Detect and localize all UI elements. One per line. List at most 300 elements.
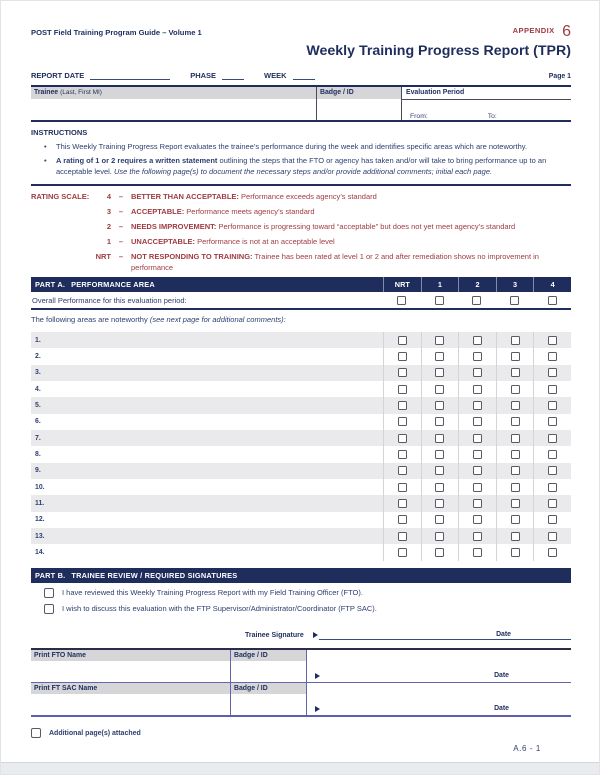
rating-cell — [421, 348, 459, 364]
rating-cell — [458, 332, 496, 348]
rating-strip — [383, 446, 571, 462]
rating-name: NOT RESPONDING TO TRAINING: — [131, 252, 253, 261]
trainee-signature-line[interactable] — [319, 627, 571, 640]
rating-checkbox[interactable] — [548, 417, 557, 426]
rating-checkbox[interactable] — [548, 466, 557, 475]
rating-strip — [383, 430, 571, 446]
instruction-bullet — [31, 155, 571, 178]
rating-checkbox[interactable] — [511, 515, 520, 524]
rating-checkbox[interactable] — [473, 450, 482, 459]
badge-id-cell[interactable] — [230, 650, 306, 682]
rating-checkbox[interactable] — [511, 466, 520, 475]
rating-scale-item — [31, 192, 571, 203]
rating-checkbox[interactable] — [548, 515, 557, 524]
rating-cell — [496, 430, 534, 446]
performance-row — [31, 397, 571, 413]
appendix-label: APPENDIX — [512, 26, 555, 35]
rating-strip — [383, 479, 571, 495]
trainee-signature-label: Trainee Signature — [245, 632, 304, 639]
rating-checkbox[interactable] — [511, 417, 520, 426]
rating-strip — [383, 463, 571, 479]
rating-cell — [383, 495, 421, 511]
overall-performance-label: Overall Performance for this evaluation period: — [32, 295, 187, 305]
rating-strip — [383, 348, 571, 364]
rating-checkbox[interactable] — [548, 352, 557, 361]
rating-cell — [496, 332, 534, 348]
rating-checkbox[interactable] — [398, 352, 407, 361]
statement-label: I have reviewed this Weekly Training Progress Report with my Field Training Officer (FTO). — [62, 588, 363, 597]
rating-strip — [383, 414, 571, 430]
performance-row — [31, 381, 571, 397]
rating-description: Performance meets agency’s standard — [186, 207, 315, 216]
rating-checkbox[interactable] — [473, 483, 482, 492]
rating-strip — [383, 544, 571, 560]
row-number: 8. — [35, 451, 41, 459]
rating-cell — [533, 446, 571, 462]
row-number: 12. — [35, 516, 45, 524]
rating-column-header: NRT — [383, 277, 421, 292]
rating-checkbox[interactable] — [511, 401, 520, 410]
rating-checkbox[interactable] — [435, 515, 444, 524]
rating-cell — [421, 381, 459, 397]
rating-name: BETTER THAN ACCEPTABLE: — [131, 192, 239, 201]
rating-dash: – — [118, 192, 124, 201]
rating-name: ACCEPTABLE: — [131, 207, 185, 216]
rating-cell — [458, 365, 496, 381]
rating-value: NRT — [95, 252, 111, 261]
rating-cell — [496, 446, 534, 462]
noteworthy-caption: The following areas are noteworthy (see next page for additional comments): — [31, 315, 286, 324]
rating-checkbox[interactable] — [548, 532, 557, 541]
rating-name: UNACCEPTABLE: — [131, 237, 196, 246]
row-number: 3. — [35, 369, 41, 377]
performance-row — [31, 365, 571, 381]
part-b-header-bar — [31, 568, 571, 583]
rating-strip — [383, 528, 571, 544]
rating-checkbox[interactable] — [511, 385, 520, 394]
row-number: 1. — [35, 336, 41, 344]
rating-checkbox[interactable] — [435, 336, 444, 345]
signature-table — [31, 648, 571, 717]
rating-cell — [421, 512, 459, 528]
rating-strip — [383, 397, 571, 413]
row-number: 11. — [35, 500, 45, 508]
rating-description: Trainee has been rated at level 1 or 2 and after remediation shows no improvement in performance — [131, 252, 539, 272]
rating-checkbox[interactable] — [511, 434, 520, 443]
statement-checkbox[interactable] — [44, 588, 54, 598]
rating-cell — [533, 332, 571, 348]
rating-cell — [383, 528, 421, 544]
rating-checkbox[interactable] — [473, 401, 482, 410]
row-number: 13. — [35, 532, 45, 540]
rating-checkbox[interactable] — [472, 296, 481, 305]
rating-cell — [421, 414, 459, 430]
row-number: 5. — [35, 402, 41, 410]
rating-dash: – — [118, 252, 124, 261]
rating-checkbox[interactable] — [511, 336, 520, 345]
rating-value: 1 — [106, 237, 111, 246]
document-title: Weekly Training Progress Report (TPR) — [306, 43, 571, 59]
rating-cell — [458, 495, 496, 511]
trainee-signature-row — [31, 628, 571, 640]
rating-cell — [383, 512, 421, 528]
rating-checkbox[interactable] — [435, 296, 444, 305]
rating-scale-section — [31, 192, 571, 278]
rating-checkbox[interactable] — [435, 450, 444, 459]
rating-checkbox[interactable] — [398, 385, 407, 394]
rating-cell — [496, 463, 534, 479]
part-b-title: PART B. TRAINEE REVIEW / REQUIRED SIGNATURES — [35, 571, 238, 580]
rating-checkbox[interactable] — [473, 352, 482, 361]
rating-checkbox[interactable] — [435, 368, 444, 377]
rating-value: 2 — [106, 222, 111, 231]
instructions-heading: INSTRUCTIONS — [31, 128, 88, 137]
rating-cell — [458, 463, 496, 479]
rating-cell — [458, 512, 496, 528]
performance-row — [31, 528, 571, 544]
rating-checkbox[interactable] — [435, 434, 444, 443]
sac-row — [31, 683, 571, 715]
rating-strip — [383, 495, 571, 511]
rating-checkbox[interactable] — [548, 401, 557, 410]
rating-checkbox[interactable] — [398, 466, 407, 475]
phase-blank[interactable] — [222, 71, 244, 80]
rating-cell — [458, 544, 496, 560]
row-number: 10. — [35, 483, 45, 491]
rating-checkbox[interactable] — [398, 336, 407, 345]
rating-cell — [383, 397, 421, 413]
rating-strip — [383, 512, 571, 528]
rating-cell — [533, 463, 571, 479]
performance-row — [31, 463, 571, 479]
performance-row — [31, 495, 571, 511]
rating-cell — [383, 463, 421, 479]
evaluation-period-label: Evaluation Period — [402, 87, 571, 100]
rating-cell — [496, 414, 534, 430]
rating-cell — [458, 430, 496, 446]
rating-checkbox[interactable] — [398, 417, 407, 426]
rating-checkbox[interactable] — [473, 532, 482, 541]
rating-cell — [533, 365, 571, 381]
rating-cell — [383, 365, 421, 381]
to-label: To: — [487, 113, 497, 120]
part-a-rating-columns — [383, 277, 571, 292]
rating-dash: – — [118, 222, 124, 231]
fto-signature-area[interactable] — [306, 650, 571, 682]
rating-checkbox[interactable] — [473, 499, 482, 508]
rating-cell — [496, 495, 534, 511]
badge-id-label: Badge / ID — [231, 683, 306, 694]
rating-checkbox[interactable] — [473, 548, 482, 557]
rating-cell — [496, 528, 534, 544]
rating-checkbox[interactable] — [548, 336, 557, 345]
signature-arrow-icon — [315, 673, 320, 679]
rating-checkbox[interactable] — [511, 368, 520, 377]
rating-scale-item — [31, 222, 571, 233]
rating-cell — [496, 348, 534, 364]
rating-cell — [421, 528, 459, 544]
rating-description: Performance is progressing toward “acceptable” but does not yet meet agency’s standard — [218, 222, 516, 231]
performance-rows — [31, 332, 571, 561]
rating-checkbox[interactable] — [511, 499, 520, 508]
rating-checkbox[interactable] — [398, 515, 407, 524]
rating-strip — [383, 381, 571, 397]
signature-arrow-icon — [315, 706, 320, 712]
rating-checkbox[interactable] — [398, 483, 407, 492]
rating-cell — [496, 479, 534, 495]
rating-cell — [421, 292, 459, 308]
rating-description: Performance exceeds agency’s standard — [241, 192, 377, 201]
performance-row — [31, 332, 571, 348]
date-label: Date — [496, 631, 511, 638]
performance-row — [31, 512, 571, 528]
rating-checkbox[interactable] — [511, 548, 520, 557]
rating-cell — [458, 414, 496, 430]
performance-row — [31, 414, 571, 430]
signature-arrow-icon — [313, 632, 318, 638]
page-footer-number: A.6 - 1 — [513, 744, 541, 753]
rating-cell — [496, 544, 534, 560]
appendix-number: 6 — [562, 23, 571, 40]
report-date-row — [31, 71, 571, 80]
rating-cell — [383, 332, 421, 348]
rating-cell — [421, 463, 459, 479]
rating-strip — [383, 332, 571, 348]
row-number: 6. — [35, 418, 41, 426]
rating-cell — [383, 348, 421, 364]
rating-checkbox[interactable] — [473, 515, 482, 524]
rating-cell — [458, 479, 496, 495]
badge-id-label: Badge / ID — [231, 650, 306, 661]
report-date-blank[interactable] — [90, 71, 170, 80]
rating-cell — [383, 430, 421, 446]
rating-checkbox[interactable] — [435, 385, 444, 394]
badge-id-label: Badge / ID — [317, 87, 401, 99]
rating-cell — [533, 430, 571, 446]
rating-cell — [533, 348, 571, 364]
instruction-text: A rating of 1 or 2 requires a written statement outlining the steps that the FTO or agency has taken and/or will take to bring performance up to an acceptable level. Use the following page(s) to document the necessary steps and/or provide additional comments; initial each page. — [56, 155, 547, 176]
row-number: 7. — [35, 434, 41, 442]
date-label: Date — [494, 672, 509, 679]
report-date-label: REPORT DATE — [31, 71, 85, 80]
rating-name: NEEDS IMPROVEMENT: — [131, 222, 217, 231]
fto-row — [31, 650, 571, 683]
rating-cell — [533, 397, 571, 413]
rating-checkbox[interactable] — [398, 401, 407, 410]
rating-cell — [533, 495, 571, 511]
rating-cell — [458, 528, 496, 544]
from-label: From: — [410, 113, 428, 120]
rating-checkbox[interactable] — [473, 385, 482, 394]
rating-checkbox[interactable] — [473, 368, 482, 377]
rating-checkbox[interactable] — [398, 532, 407, 541]
performance-row — [31, 544, 571, 560]
rating-cell — [383, 479, 421, 495]
rating-column-header: 3 — [496, 277, 534, 292]
row-number: 2. — [35, 353, 41, 361]
rating-checkbox[interactable] — [397, 296, 406, 305]
rating-scale-item — [31, 252, 571, 273]
performance-row — [31, 446, 571, 462]
rating-checkbox[interactable] — [548, 499, 557, 508]
rating-cell — [458, 348, 496, 364]
rating-checkbox[interactable] — [435, 483, 444, 492]
rating-cell — [533, 292, 571, 308]
rating-cell — [421, 495, 459, 511]
performance-row — [31, 479, 571, 495]
review-statements — [31, 587, 571, 619]
rating-checkbox[interactable] — [511, 450, 520, 459]
print-fto-name-label: Print FTO Name — [31, 650, 230, 661]
rating-checkbox[interactable] — [435, 499, 444, 508]
statement-checkbox[interactable] — [44, 604, 54, 614]
badge-id-cell[interactable] — [230, 683, 306, 715]
row-number: 9. — [35, 467, 41, 475]
instruction-text: This Weekly Training Progress Report evaluates the trainee’s performance during the week and identifies specific areas which are noteworthy. — [56, 142, 528, 151]
rating-cell — [533, 414, 571, 430]
rating-cell — [383, 414, 421, 430]
appendix-header — [31, 23, 571, 41]
rating-cell — [421, 479, 459, 495]
rating-checkbox[interactable] — [398, 548, 407, 557]
rating-cell — [496, 381, 534, 397]
rating-checkbox[interactable] — [511, 532, 520, 541]
rating-checkbox[interactable] — [548, 385, 557, 394]
print-fto-name-cell[interactable] — [31, 650, 230, 682]
rating-checkbox[interactable] — [435, 466, 444, 475]
review-statement-row — [31, 603, 571, 614]
rating-strip — [383, 365, 571, 381]
trainee-name-sublabel: (Last, First MI) — [60, 89, 102, 96]
rating-checkbox[interactable] — [435, 401, 444, 410]
rating-strip — [383, 292, 571, 308]
rating-column-header: 4 — [533, 277, 571, 292]
bullet-icon: • — [44, 142, 47, 151]
part-a-header-bar — [31, 277, 571, 292]
trainee-info-table — [31, 85, 571, 122]
rating-cell — [421, 397, 459, 413]
rating-checkbox[interactable] — [398, 499, 407, 508]
rating-cell — [496, 365, 534, 381]
rating-cell — [496, 397, 534, 413]
rating-scale-item — [31, 237, 571, 248]
rating-cell — [496, 512, 534, 528]
rating-checkbox[interactable] — [548, 368, 557, 377]
rating-checkbox[interactable] — [548, 434, 557, 443]
review-statement-row — [31, 587, 571, 598]
rating-cell — [383, 381, 421, 397]
rating-checkbox[interactable] — [435, 532, 444, 541]
rating-checkbox[interactable] — [511, 352, 520, 361]
rating-cell — [421, 430, 459, 446]
rating-checkbox[interactable] — [473, 336, 482, 345]
week-blank[interactable] — [293, 71, 315, 80]
rating-checkbox[interactable] — [548, 450, 557, 459]
rating-cell — [421, 365, 459, 381]
guide-title: POST Field Training Program Guide – Volume 1 — [31, 28, 202, 37]
instruction-bullet — [31, 141, 571, 153]
rating-value: 4 — [106, 192, 111, 201]
performance-row — [31, 430, 571, 446]
rating-cell — [496, 292, 534, 308]
rating-cell — [458, 397, 496, 413]
row-number: 4. — [35, 385, 41, 393]
rating-cell — [533, 512, 571, 528]
part-a-title: PART A. PERFORMANCE AREA — [35, 280, 155, 289]
rating-checkbox[interactable] — [398, 368, 407, 377]
rating-cell — [533, 544, 571, 560]
rating-column-header: 2 — [458, 277, 496, 292]
rating-cell — [421, 446, 459, 462]
rating-cell — [383, 544, 421, 560]
rating-checkbox[interactable] — [473, 417, 482, 426]
scan-edge — [1, 762, 599, 774]
rating-scale-label: RATING SCALE: — [31, 192, 90, 201]
print-sac-name-label: Print FT SAC Name — [31, 683, 230, 694]
rating-cell — [533, 528, 571, 544]
rating-checkbox[interactable] — [473, 434, 482, 443]
rating-checkbox[interactable] — [548, 548, 557, 557]
trainee-name-cell[interactable] — [31, 87, 316, 120]
rating-dash: – — [118, 237, 124, 246]
rating-cell — [458, 381, 496, 397]
date-label: Date — [494, 705, 509, 712]
badge-id-cell[interactable] — [316, 87, 401, 120]
rating-checkbox[interactable] — [548, 296, 557, 305]
instructions-section — [31, 128, 571, 180]
bullet-icon: • — [44, 155, 47, 165]
rating-checkbox[interactable] — [510, 296, 519, 305]
rating-checkbox[interactable] — [435, 417, 444, 426]
rating-scale-item — [31, 207, 571, 218]
rating-checkbox[interactable] — [511, 483, 520, 492]
row-number: 14. — [35, 549, 45, 557]
divider — [31, 184, 571, 186]
rating-checkbox[interactable] — [398, 434, 407, 443]
rating-cell — [533, 381, 571, 397]
rating-cell — [458, 446, 496, 462]
additional-pages-label: Additional page(s) attached — [49, 729, 141, 737]
print-sac-name-cell[interactable] — [31, 683, 230, 715]
rating-cell — [421, 332, 459, 348]
rating-checkbox[interactable] — [435, 352, 444, 361]
rating-value: 3 — [106, 207, 111, 216]
rating-checkbox[interactable] — [548, 483, 557, 492]
page-number: Page 1 — [548, 73, 571, 80]
additional-pages-checkbox[interactable] — [31, 728, 41, 738]
evaluation-period-cell[interactable] — [401, 87, 571, 120]
rating-checkbox[interactable] — [473, 466, 482, 475]
week-label: WEEK — [264, 71, 287, 80]
overall-rating-strip — [383, 292, 571, 308]
rating-cell — [533, 479, 571, 495]
rating-column-header: 1 — [421, 277, 459, 292]
overall-performance-row — [31, 292, 571, 310]
sac-signature-area[interactable] — [306, 683, 571, 715]
rating-checkbox[interactable] — [398, 450, 407, 459]
phase-label: PHASE — [190, 71, 217, 80]
rating-cell — [383, 446, 421, 462]
rating-cell — [421, 544, 459, 560]
performance-row — [31, 348, 571, 364]
rating-checkbox[interactable] — [435, 548, 444, 557]
rating-dash: – — [118, 207, 124, 216]
statement-label: I wish to discuss this evaluation with the FTP Supervisor/Administrator/Coordinator (FTP SAC). — [62, 604, 377, 613]
additional-pages-row — [31, 728, 571, 738]
rating-cell — [458, 292, 496, 308]
rating-description: Performance is not at an acceptable level — [197, 237, 335, 246]
rating-cell — [383, 292, 421, 308]
